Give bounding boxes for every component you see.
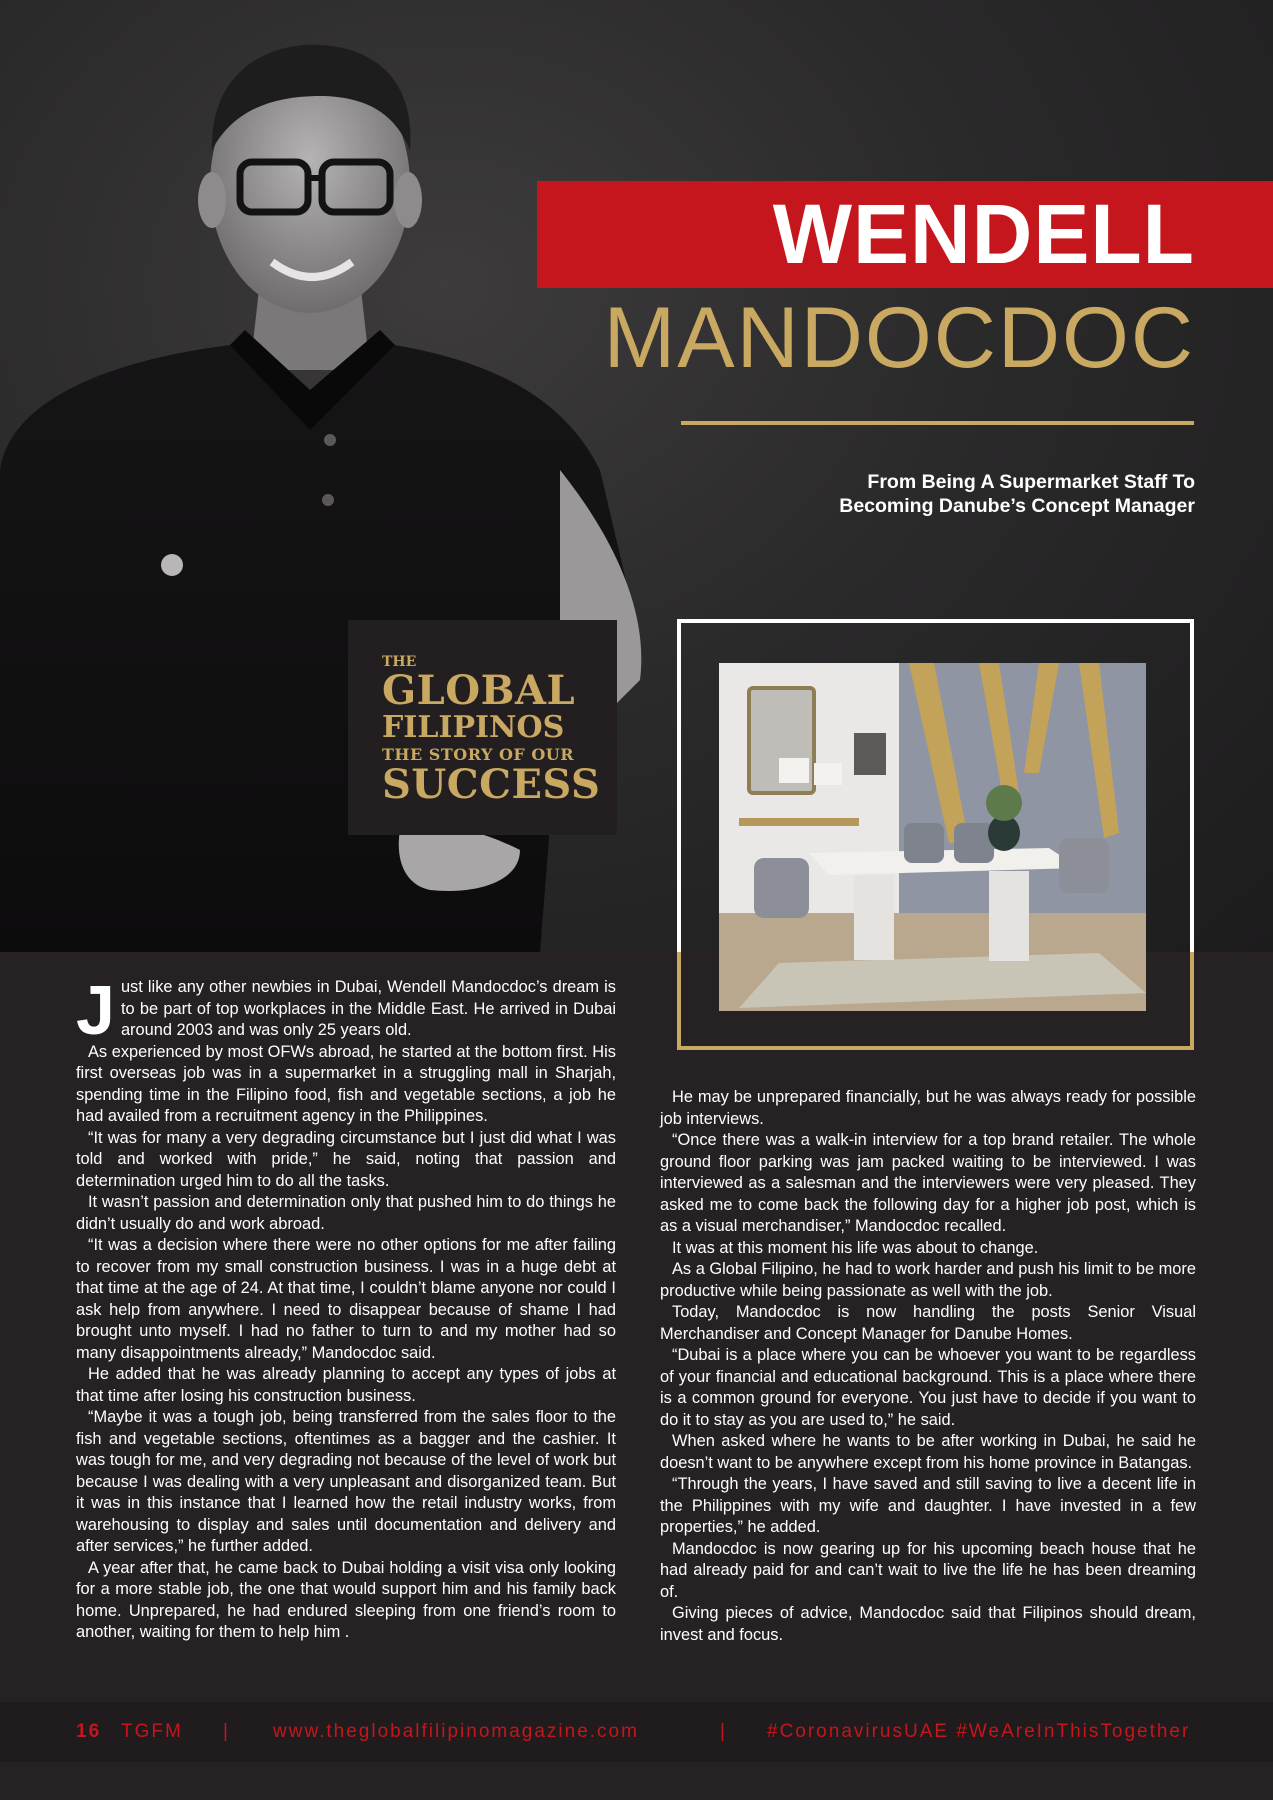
paragraph: “Dubai is a place where you can be whoever you want to be regardless of your financial and educational background. This is a place where there is a common ground for everyone. You just have to decide if you want to do it to stay as you are used to,” he said.: [660, 1346, 1196, 1429]
paragraph: As experienced by most OFWs abroad, he started at the bottom first. His first overseas job was in a supermarket in a struggling mall in Sharjah, spending time in the Filipino food, fish and vegetable sections, a job he had availed from a recruitment agency in the Philippines.: [76, 1042, 616, 1125]
paragraph: Giving pieces of advice, Mandocdoc said that Filipinos should dream, invest and focus.: [660, 1604, 1196, 1644]
logo-global: GLOBAL: [382, 667, 576, 714]
paragraph: He may be unprepared financially, but he was always ready for possible job interviews.: [660, 1088, 1196, 1128]
paragraph: It was at this moment his life was about to change.: [672, 1238, 1039, 1257]
frame-gold-left: [677, 952, 681, 1050]
first-name-heading: WENDELL: [772, 187, 1195, 281]
paragraph: “Maybe it was a tough job, being transferred from the sales floor to the fish and vegetable sections, oftentimes as a bagger and the cashier. It was tough for me, and very degrading not because of the level of work but because I was dealing with a very unpleasant and disorganized team. But it was in this instance that I learned how the retail industry works, from warehousing to display and sales until documentation and delivery and after services,” he further added.: [76, 1408, 616, 1555]
subtitle-line-1: From Being A Supermarket Staff To: [867, 471, 1195, 493]
magazine-logo: [348, 620, 617, 835]
last-name-heading: MANDOCDOC: [603, 290, 1195, 386]
article-column-right: [660, 1087, 1196, 1646]
paragraph: “It was a decision where there were no other options for me after failing to recover from my small construction business. I was in a huge debt at that time at the age of 24. At that time, I couldn’t blame anyone nor could I ask help from anywhere. I need to disappear because of shame I had brought unto myself. I had no father to turn to and my mother had so many disappointments already,” Mandocdoc said.: [76, 1236, 616, 1362]
paragraph: Today, Mandocdoc is now handling the posts Senior Visual Merchandiser and Concept Manager for Danube Homes.: [660, 1303, 1196, 1343]
logo-story: THE STORY OF OUR: [382, 745, 575, 764]
gold-divider: [681, 421, 1194, 425]
article-subtitle: [839, 470, 1195, 518]
subtitle-line-2: Becoming Danube’s Concept Manager: [839, 495, 1195, 517]
logo-the: THE: [382, 654, 417, 670]
logo-filipinos: FILIPINOS: [382, 710, 565, 745]
paragraph: A year after that, he came back to Dubai holding a visit visa only looking for a more stable job, the one that would support him and his family back home. Unprepared, he had endured sleeping from one friend’s room to another, waiting for them to help him .: [76, 1558, 616, 1641]
drop-cap: J: [76, 971, 115, 1049]
logo-success: SUCCESS: [382, 761, 601, 808]
paragraph: It wasn’t passion and determination only that pushed him to do things he didn’t usually do and work abroad.: [76, 1193, 616, 1233]
logo-text: [382, 654, 601, 808]
website-link[interactable]: www.theglobalfilipinomagazine.com: [273, 1721, 639, 1742]
footer-separator: |: [223, 1721, 230, 1742]
paragraph: When asked where he wants to be after working in Dubai, he said he doesn’t want to be anywhere except from his home province in Batangas.: [660, 1432, 1196, 1472]
paragraph: As a Global Filipino, he had to work harder and push his limit to be more productive while being passionate as well with the job.: [660, 1260, 1196, 1300]
hashtags: #CoronavirusUAE #WeAreInThisTogether: [767, 1721, 1191, 1742]
dining-room-photo: [719, 663, 1146, 1011]
page-number: 16: [76, 1721, 102, 1742]
paragraph: “Through the years, I have saved and still saving to live a decent life in the Philippines with my wife and daughter. I have invested in a few properties,” he added.: [660, 1475, 1196, 1536]
frame-gold-right: [1190, 952, 1194, 1050]
paragraph: He added that he was already planning to accept any types of jobs at that time after losing his construction business.: [76, 1365, 616, 1405]
footer-separator: |: [720, 1721, 727, 1742]
paragraph: “It was for many a very degrading circumstance but I just did what I was told and worked with pride,” he said, noting that passion and determination urged him to do all the tasks.: [76, 1128, 616, 1190]
paragraph: ust like any other newbies in Dubai, Wendell Mandocdoc’s dream is to be part of top workplaces in the Middle East. He arrived in Dubai around 2003 and was only 25 years old.: [120, 978, 616, 1039]
paragraph: “Once there was a walk-in interview for a top brand retailer. The whole ground floor parking was jam packed waiting to be interviewed. I was interviewed as a salesman and the interviewers were very pleased. They asked me to come back the following day for a higher job post, which is as a visual merchandiser,” Mandocdoc recalled.: [660, 1131, 1196, 1235]
magazine-abbrev: TGFM: [121, 1721, 183, 1742]
paragraph: Mandocdoc is now gearing up for his upcoming beach house that he had already paid for and can’t wait to live the life he has been dreaming of.: [660, 1539, 1196, 1601]
page-footer: [0, 1702, 1273, 1762]
article-column-left: [76, 971, 616, 1644]
